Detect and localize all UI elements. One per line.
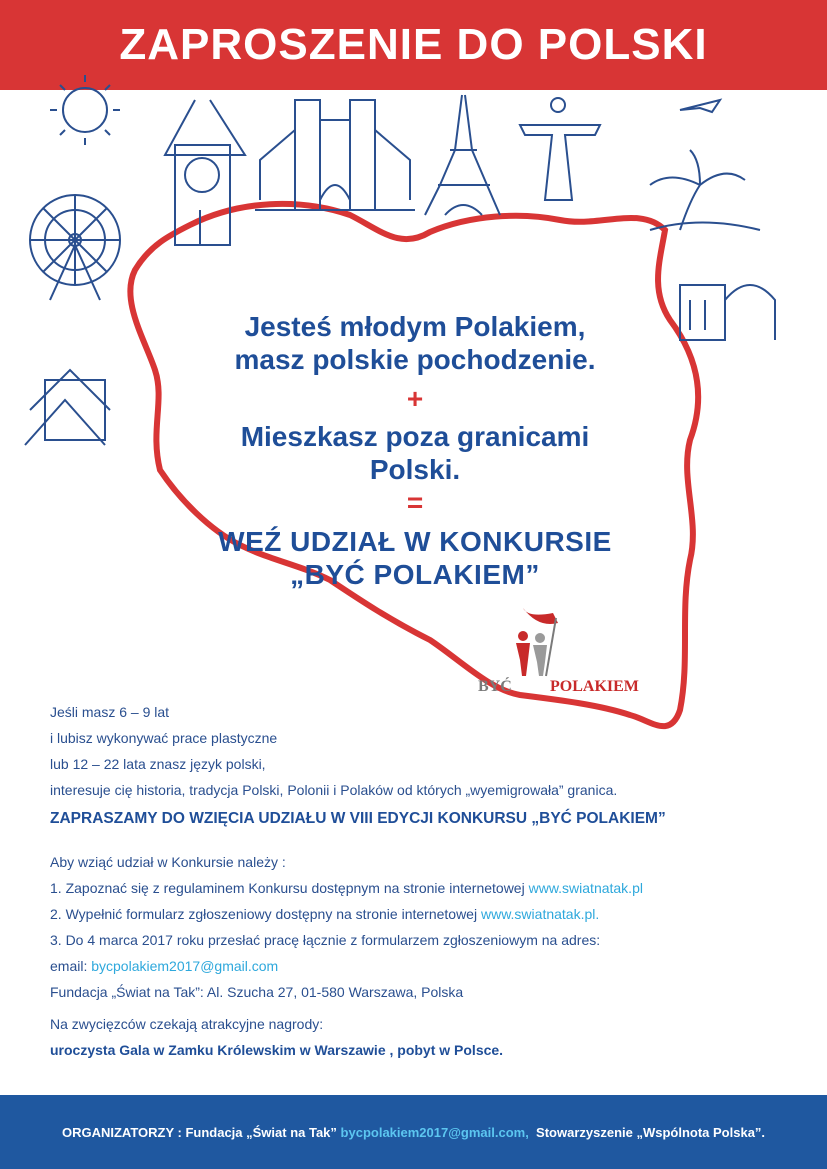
byc-polakiem-logo bbox=[478, 608, 648, 698]
email-label: email: bbox=[50, 958, 92, 974]
footer-organizers: ORGANIZATORZY : Fundacja „Świat na Tak” bbox=[61, 1124, 337, 1140]
steps-list bbox=[50, 849, 643, 1005]
email-line bbox=[50, 953, 643, 979]
equals-sign: = bbox=[406, 487, 424, 518]
hero-line-3 bbox=[160, 525, 670, 591]
big-ben-icon bbox=[165, 100, 245, 245]
tower-bridge-icon bbox=[255, 100, 415, 210]
hero-line-2a: Mieszkasz poza granicami bbox=[240, 421, 590, 452]
logo-byc-text: BYĆ bbox=[478, 678, 512, 695]
prizes-line-2: uroczysta Gala w Zamku Królewskim w Warszawie , pobyt w Polsce. bbox=[50, 1042, 504, 1058]
steps-intro: Aby wziąć udział w Konkursie należy : bbox=[50, 854, 286, 870]
website-link[interactable]: www.swiatnatak.pl bbox=[528, 880, 643, 896]
intro-line: interesuje cię historia, tradycja Polski, Polonii i Polaków od których „wyemigrowała” granica. bbox=[50, 782, 618, 798]
wooden-church-icon bbox=[25, 370, 110, 445]
address-line: Fundacja „Świat na Tak”: Al. Szucha 27, 01-580 Warszawa, Polska bbox=[50, 984, 464, 1000]
christ-redeemer-icon bbox=[520, 98, 600, 200]
step-2 bbox=[50, 901, 643, 927]
hero-line-3b: „BYĆ POLAKIEM” bbox=[290, 559, 540, 590]
hero-line-3a: WEŹ UDZIAŁ W KONKURSIE bbox=[218, 526, 612, 557]
footer-bar bbox=[0, 1095, 827, 1169]
prizes-text bbox=[50, 1011, 503, 1063]
step-3: 3. Do 4 marca 2017 roku przesłać pracę łącznie z formularzem zgłoszeniowym na adres: bbox=[50, 932, 601, 948]
step-2-text: 2. Wypełnić formularz zgłoszeniowy dostępny na stronie internetowej bbox=[50, 906, 481, 922]
ferris-wheel-icon bbox=[30, 195, 120, 300]
footer-email-link[interactable]: bycpolakiem2017@gmail.com, bbox=[340, 1124, 529, 1140]
sun-icon bbox=[50, 75, 120, 145]
website-link-2[interactable]: www.swiatnatak.pl. bbox=[480, 906, 600, 922]
invitation-headline: ZAPRASZAMY DO WZIĘCIA UDZIAŁU W VIII EDYCJI KONKURSU „BYĆ POLAKIEM” bbox=[50, 810, 666, 827]
hero-line-2b: Polski. bbox=[369, 454, 461, 485]
palm-icon bbox=[650, 150, 760, 230]
plane-icon bbox=[680, 100, 720, 112]
intro-line: Jeśli masz 6 – 9 lat bbox=[50, 704, 170, 720]
hero-line-1 bbox=[160, 310, 670, 376]
hero-line-1b: masz polskie pochodzenie. bbox=[234, 344, 596, 375]
page-title: ZAPROSZENIE DO POLSKI bbox=[119, 20, 708, 69]
intro-text bbox=[50, 699, 617, 803]
plus-sign: + bbox=[406, 383, 424, 414]
step-1-text: 1. Zapoznać się z regulaminem Konkursu dostępnym na stronie internetowej bbox=[50, 880, 529, 896]
footer-association: Stowarzyszenie „Wspólnota Polska”. bbox=[528, 1124, 766, 1140]
prizes-line-1: Na zwycięzców czekają atrakcyjne nagrody: bbox=[50, 1016, 324, 1032]
hero-line-1a: Jesteś młodym Polakiem, bbox=[244, 311, 586, 342]
logo-figures-icon bbox=[478, 608, 648, 678]
logo-polakiem-text: POLAKIEM bbox=[550, 678, 639, 695]
intro-line: i lubisz wykonywać prace plastyczne bbox=[50, 730, 278, 746]
building-icon bbox=[680, 285, 775, 340]
hero-line-2 bbox=[160, 420, 670, 486]
email-link[interactable]: bycpolakiem2017@gmail.com bbox=[91, 958, 279, 974]
intro-line: lub 12 – 22 lata znasz język polski, bbox=[50, 756, 266, 772]
eiffel-tower-icon bbox=[425, 95, 500, 215]
step-1 bbox=[50, 875, 643, 901]
